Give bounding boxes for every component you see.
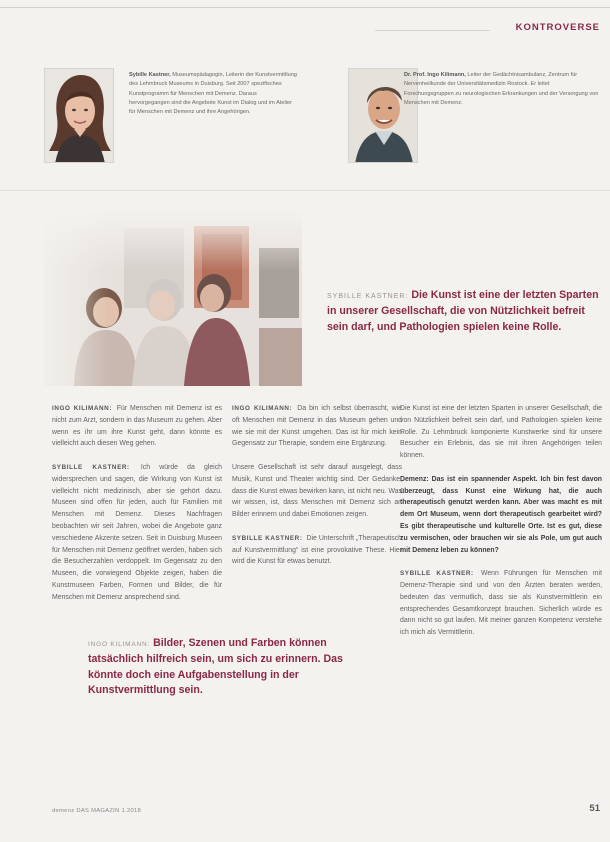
- bio-name-kastner: Sybille Kastner,: [129, 72, 171, 78]
- top-divider: [0, 7, 610, 8]
- hero-quote-text: Die Kunst ist eine der letzten Sparten in unserer Gesellschaft, die von Nützlichkeit befreit sein darf, und Pathologien spielen keine Rolle.: [327, 289, 599, 333]
- hero-quote-speaker: SYBILLE KASTNER:: [327, 293, 409, 300]
- paragraph-text: Ich würde da gleich widersprechen und sagen, die Wirkung von Kunst ist vielleicht nicht medizinisch, aber sie gehört dazu. Museen sind offen für jeden, auch für Familien mit Menschen mit Demenz. Dieses Nachfragen beobachten wir seit Jahren, wobei die Angebote ganz verschiedene Akzente setzen. Seit in Duisburg Museen für Menschen mit Demenz geöffnet werden, haben sich die Besucherzahlen verdoppelt. Im Gegensatz zu den Museen, die vorwiegend Objekte zeigen, haben die Kunstmuseen Farben, Formen und Bilder, die für Menschen mit Demenz ansprechend sind.: [52, 463, 222, 601]
- paragraph: [400, 568, 602, 639]
- museum-visitors-photo: [44, 208, 302, 386]
- paragraph-text: Die Unterschrift „Therapeutisch auf Kunstvermittlung“ ist eine provokative These. Hier wird die Kunst für etwas benutzt.: [232, 534, 402, 566]
- paragraph: [232, 462, 402, 521]
- section-divider: [375, 30, 490, 31]
- hero-divider: [0, 190, 610, 191]
- bio-description-kastner: Museumspädagogin, Leiterin der Kunstvermittlung des Lehmbruck Museums in Duisburg. Seit 2007 spezifisches Kunstprogramm für Menschen mit Demenz. Daraus hervorgegangen sind die Angebote Kunst im Dialog und im Atelier für Menschen mit Demenz und ihre Angehörigen.: [129, 72, 297, 116]
- bio-text-kilimann: [404, 71, 600, 108]
- speaker-label: INGO KILIMANN:: [52, 405, 113, 412]
- bio-text-kastner: [129, 71, 299, 117]
- footer-publication: demenz DAS MAGAZIN 1.2018: [52, 808, 142, 814]
- paragraph: [52, 462, 222, 604]
- section-tag: KONTROVERSE: [515, 22, 600, 33]
- paragraph: [232, 533, 402, 568]
- page-number: 51: [589, 803, 600, 814]
- speaker-label: SYBILLE KASTNER:: [232, 534, 303, 542]
- interview-question: [400, 474, 602, 557]
- speaker-label: SYBILLE KASTNER:: [400, 570, 474, 578]
- paragraph: [52, 403, 222, 450]
- pull-quote-speaker: INGO KILIMANN:: [88, 641, 151, 648]
- speaker-label: INGO KILIMANN:: [232, 405, 293, 412]
- text-column-1: [52, 403, 222, 615]
- paragraph-text: Da bin ich selbst überrascht, wie oft Menschen mit Demenz in das Museum gehen und wie sie mit der Kunst umgehen. Das ist für mich kein Gegensatz zur Therapie, sondern eine Ergänzung.: [232, 405, 402, 448]
- pull-quote: [88, 636, 358, 698]
- paragraph: [400, 403, 602, 462]
- paragraph-text: Für Menschen mit Demenz ist es nicht zum Arzt, sondern in das Museum zu gehen. Aber wenn es ihr um ihre Kunst geht, dann könnte es vielleicht auch diesen Weg gehen.: [52, 405, 222, 448]
- bio-name-kilimann: Dr. Prof. Ingo Kilimann,: [404, 72, 466, 78]
- paragraph-text: Die Kunst ist eine der letzten Sparten in unserer Gesellschaft, die von Nützlichkeit befreit sein darf, und Pathologien spielen keine Rolle. Zu Lehmbruck komponierte Kunstwerke sind für unsere Besucher ein Erlebnis, das sie mit ihren Angehörigen teilen können.: [400, 405, 602, 460]
- portrait-sybille-kastner: [44, 68, 114, 163]
- paragraph-text: Unsere Gesellschaft ist sehr darauf ausgelegt, dass Musik, Kunst und Theater wichtig sind. Der Gedanke, dass die Kunst etwas bewirken kann, ist nicht neu. Was wir wissen, ist, dass Menschen mit Demenz sich an Bilder erinnern und dabei Emotionen zeigen.: [232, 463, 402, 519]
- text-column-3: [400, 403, 602, 651]
- speaker-label: SYBILLE KASTNER:: [52, 463, 130, 471]
- paragraph-text: Wenn Führungen für Menschen mit Demenz-Therapie sind und von den Ärzten beraten werden, bedeuten das vermutlich, dass sie als Kunstvermittlerin ein entsprechendes Gesamtkonzept brauchen. Sicherlich würde es dann nicht so gut laufen. Mit meiner ganzen Kompetenz verstehe ich mich als Vermittlerin.: [400, 570, 602, 637]
- pull-quote-text: Bilder, Szenen und Farben können tatsächlich hilfreich sein, um sich zu erinnern. Das könnte doch eine Aufgabenstellung in der Kunstvermittlung sein.: [88, 637, 343, 696]
- paragraph-text: Demenz: Das ist ein spannender Aspekt. Ich bin fest davon überzeugt, dass Kunst eine Wirkung hat, die auch therapeutisch genutzt werden kann. Aber was macht es mit dem Ort Museum, wenn dort therapeutisch gearbeitet wird? Es gibt therapeutische und kulturelle Orte. Ist es gut, diese zu vermischen, oder brauchen wir sie als Pole, um gut auch mit Demenz leben zu können?: [400, 475, 602, 554]
- paragraph: [232, 403, 402, 450]
- bio-description-kilimann: Leiter der Gedächtnisambulanz, Zentrum für Nervenheilkunde der Universitätsmedizin Rostock. Er leitet Forschungsgruppen zu neurologischen Erkrankungen und der Versorgung von Menschen mit Demenz.: [404, 72, 599, 106]
- hero-quote: [327, 288, 602, 335]
- text-column-2: [232, 403, 402, 580]
